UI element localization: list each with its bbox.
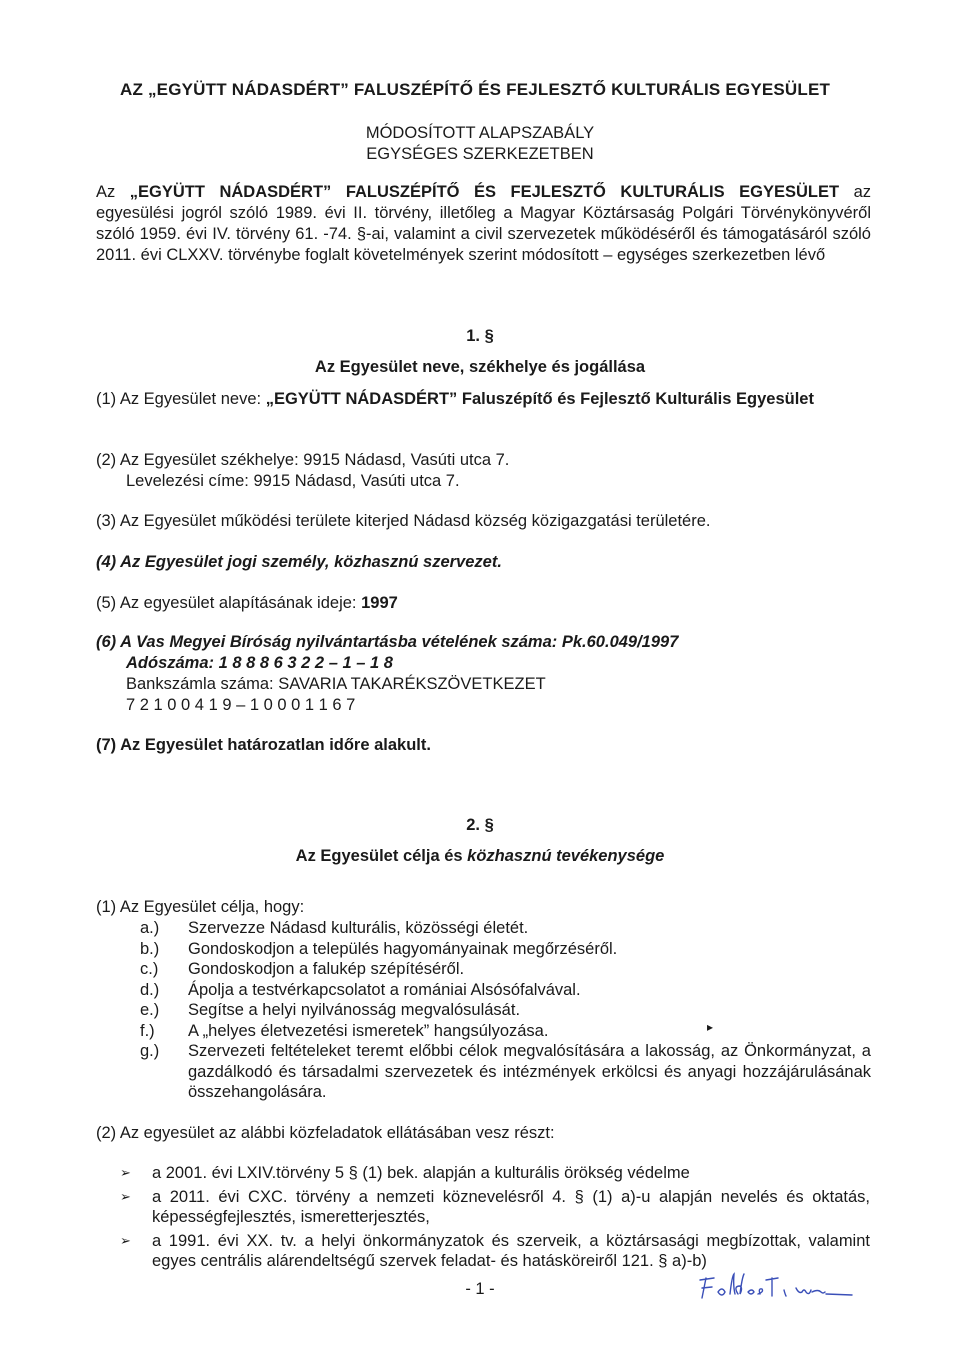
stray-mark: ▸ <box>707 1020 714 1034</box>
arrow-bullet-icon: ➢ <box>120 1189 131 1204</box>
list-item <box>96 980 871 1001</box>
arrow-bullet-icon: ➢ <box>120 1165 131 1180</box>
list-item <box>120 1163 870 1183</box>
section-1-paragraph-3: (3) Az Egyesület működési területe kiterjed Nádasd község közigazgatási területére. <box>96 512 711 530</box>
signature-stroke <box>700 1274 852 1298</box>
organization-title: AZ „EGYÜTT NÁDASDÉRT” FALUSZÉPÍTŐ ÉS FEJLESZTŐ KULTURÁLIS EGYESÜLET <box>120 80 831 99</box>
list-item <box>96 1000 871 1021</box>
goal-label: b.) <box>140 939 160 958</box>
intro-paragraph <box>96 182 871 266</box>
section-1-paragraph-1 <box>96 389 871 410</box>
goal-label: a.) <box>140 919 160 937</box>
section-1-heading: Az Egyesület neve, székhelye és jogállása <box>314 358 646 376</box>
p5-label: (5) Az egyesület alapításának ideje: <box>96 594 362 612</box>
founding-year: 1997 <box>361 594 398 612</box>
section-2-heading-plain: Az Egyesület célja és <box>295 847 468 865</box>
page-number: - 1 - <box>465 1280 495 1298</box>
goal-text: Ápolja a testvérkapcsolatot a romániai Alsósófalvával. <box>188 980 581 999</box>
goal-label: g.) <box>140 1042 160 1060</box>
section-1-paragraph-6 <box>96 632 871 716</box>
seat-address: (2) Az Egyesület székhelye: 9915 Nádasd, Vasúti utca 7. <box>96 451 510 469</box>
bank-account-label: Bankszámla száma: SAVARIA TAKARÉKSZÖVETKEZET <box>126 675 546 693</box>
goal-label: e.) <box>140 1001 160 1019</box>
goal-label: d.) <box>140 980 160 999</box>
goal-label: f.) <box>140 1021 155 1040</box>
section-1-number: 1. § <box>466 327 494 345</box>
list-item <box>120 1231 870 1271</box>
goals-list <box>96 918 871 1103</box>
task-text: a 2001. évi LXIV.törvény 5 § (1) bek. alapján a kulturális örökség védelme <box>152 1164 690 1182</box>
list-item <box>96 918 871 939</box>
goal-label: c.) <box>140 960 159 978</box>
section-2-heading <box>0 847 960 866</box>
list-item <box>96 1021 871 1042</box>
intro-org-name: „EGYÜTT NÁDASDÉRT” FALUSZÉPÍTŐ ÉS FEJLESZTŐ KULTURÁLIS EGYESÜLET <box>129 183 840 201</box>
signature-graphic <box>692 1266 862 1306</box>
bank-account-number: 7 2 1 0 0 4 1 9 – 1 0 0 0 1 1 6 7 <box>126 696 356 714</box>
section-2-paragraph-1-intro: (1) Az Egyesület célja, hogy: <box>96 898 305 916</box>
section-1-paragraph-7: (7) Az Egyesület határozatlan időre alakult. <box>96 736 431 754</box>
list-item <box>96 1041 871 1103</box>
association-name: „EGYÜTT NÁDASDÉRT” Faluszépítő és Fejlesztő Kulturális Egyesület <box>265 390 814 408</box>
list-item <box>96 959 871 980</box>
section-2-number: 2. § <box>466 816 494 834</box>
list-item <box>120 1187 870 1227</box>
goal-text: Szervezeti feltételeket teremt előbbi célok megvalósítására a lakosság, az Önkormányzat, a gazdálkodó és társadalmi szervezetek és intézmények erkölcsi és anyagi hozzájárulásának összehangolására. <box>188 1042 871 1101</box>
tax-number: Adószáma: 1 8 8 8 6 3 2 2 – 1 – 1 8 <box>126 654 393 672</box>
intro-prefix: Az <box>96 183 130 201</box>
handwritten-signature <box>692 1266 862 1311</box>
arrow-bullet-icon: ➢ <box>120 1233 131 1248</box>
tasks-list <box>120 1163 870 1275</box>
section-1-paragraph-2 <box>96 450 871 492</box>
goal-text: A „helyes életvezetési ismeretek” hangsúlyozása. <box>188 1021 549 1040</box>
section-1-paragraph-4: (4) Az Egyesület jogi személy, közhasznú szervezet. <box>96 553 502 571</box>
section-2-paragraph-2-intro: (2) Az egyesület az alábbi közfeladatok ellátásában vesz részt: <box>96 1124 555 1142</box>
document-subtitle: EGYSÉGES SZERKEZETBEN <box>366 145 594 163</box>
section-1-paragraph-5 <box>96 593 871 614</box>
document-title: MÓDOSÍTOTT ALAPSZABÁLY <box>365 124 595 142</box>
section-2-heading-italic: közhasznú tevékenysége <box>467 847 665 865</box>
task-text: a 1991. évi XX. tv. a helyi önkormányzatok és szerveik, a köztársasági megbízottak, valamint egyes centrális alárendeltségű szervek feladat- és hatásköreiről 121. § a)-b) <box>152 1232 870 1270</box>
goal-text: Gondoskodjon a település hagyományainak megőrzéséről. <box>188 939 618 958</box>
goal-text: Segítse a helyi nyilvánosság megvalósulását. <box>188 1001 521 1019</box>
task-text: a 2011. évi CXC. törvény a nemzeti köznevelésről 4. § (1) a)-u alapján nevelés és oktatás, képességfejlesztés, ismeretterjesztés, <box>152 1188 870 1226</box>
mailing-address: Levelezési címe: 9915 Nádasd, Vasúti utca 7. <box>126 472 460 490</box>
intro-text: az egyesülési jogról szóló 1989. évi II. törvény, illetőleg a Magyar Köztársaság Polgári Törvénykönyvéről szóló 1959. évi IV. törvény 61. -74. §-ai, valamint a civil szervezetek működéséről és támogatásáról szóló 2011. évi CLXXV. törvénybe foglalt követelmények szerint módosított – egységes szerkezetben lévő <box>96 183 871 264</box>
goal-text: Gondoskodjon a falukép szépítéséről. <box>188 960 465 978</box>
court-registration: (6) A Vas Megyei Bíróság nyilvántartásba vételének száma: Pk.60.049/1997 <box>96 633 679 651</box>
goal-text: Szervezze Nádasd kulturális, közösségi életét. <box>188 919 529 937</box>
list-item <box>96 939 871 960</box>
p1-label: (1) Az Egyesület neve: <box>96 390 266 408</box>
